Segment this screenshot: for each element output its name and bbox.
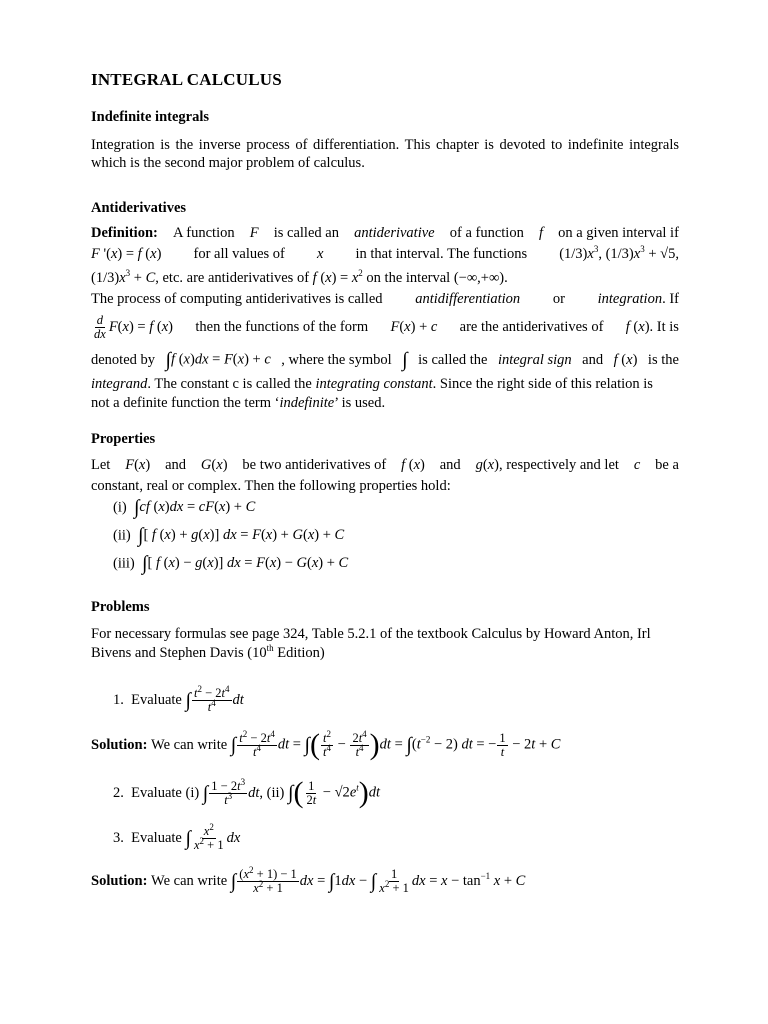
definition-label: Definition: [91,225,158,241]
math-derivative-eq: F '(x) = f (x) [91,246,162,262]
def-text-2b: in that interval. The functions [355,246,528,262]
problem-number: 2. [113,784,124,801]
solution-label: Solution: [91,872,148,889]
math-property-iii: ∫[ f (x) − g(x)] dx = F(x) − G(x) + C [142,553,349,575]
prop-text-c: be two antiderivatives of [242,457,387,473]
def-text-1b: is called an [273,225,339,241]
math-F: F [249,225,259,241]
intro-paragraph: Integration is the inverse process of differentiation. This chapter is devoted to indefinite integrals which is the second major problem of calculus. [91,137,679,171]
denoted-text-b: , where the symbol [281,351,392,368]
problem-number: 3. [113,829,124,846]
prop-text-a: Let [91,457,111,473]
evaluate-label: Evaluate [131,784,182,801]
property-label: (ii) [113,527,131,544]
property-iii [113,554,348,574]
indefinite-term-line [91,395,679,412]
math-fx-2: f (x) [613,351,638,368]
property-ii [113,526,344,546]
heading-indefinite-integrals: Indefinite integrals [91,109,210,125]
denoted-text-e: is the [647,351,679,368]
math-derivative-notation: $\frac{d}{dx}$ F(x) = f (x) [94,312,173,341]
math-property-i: ∫cf (x)dx = cF(x) + C [133,497,256,519]
property-label: (iii) [113,555,135,572]
solution-text: We can write [151,872,228,889]
math-problem-3: ∫ $\frac{x^2}{x^2 + 1}$ dx [185,821,241,852]
integrand-line [91,376,679,393]
math-problem-1: ∫ $\frac{t^2 - 2t^4}{t^4}$ dt [185,683,244,714]
process-or: or [552,291,565,307]
math-x: x [316,246,324,262]
part-label-ii: (ii) [266,784,285,801]
last-line-a: not a definite function the term ‘ [91,395,280,411]
math-fx: f (x) [625,318,650,335]
evaluate-label: Evaluate [131,829,182,846]
const-text-a: . The constant c is called the [147,376,312,392]
problem-3 [113,820,701,856]
math-property-ii: ∫[ f (x) + g(x)] dx = F(x) + G(x) + C [137,525,345,547]
prop-text-d: and [439,457,461,473]
problems-intro-line-2 [91,645,679,662]
math-indefinite-integral: ∫f (x)dx = F(x) + c [165,349,271,371]
math-functions-list: $(1/3)x^3$, $(1/3)x^3 + √5$, [559,244,679,262]
def-text-2a: for all values of [193,246,285,262]
term-integral-sign: integral sign [497,351,572,368]
math-function-3: $(1/3)x^3 + C$, [91,268,159,286]
integral-symbol: ∫ [402,349,408,371]
then-text-a: then the functions of the form [195,318,369,335]
math-fx-eq: f $(x) = x^2$ [312,268,363,286]
term-integrand: integrand [91,376,148,392]
property-label: (i) [113,499,127,516]
term-integrating-constant: integrating constant [315,376,433,392]
property-i [113,498,255,518]
solution-1 [91,726,679,764]
definition-line-2 [91,246,679,263]
const-text-b: . Since the right side of this relation is [432,376,653,392]
term-integration: integration [597,291,663,307]
denoted-line [91,350,679,370]
heading-problems: Problems [91,599,150,615]
math-Fx-plus-c: F(x) + c [390,318,438,335]
last-line-b: ’ is used. [334,395,386,411]
def-text-1d: on a given interval if [558,225,679,241]
intro-text-b: Bivens and Stephen Davis (10 [91,645,267,661]
definition-line-3 [91,270,679,287]
properties-line-2: constant, real or complex. Then the following properties hold: [91,478,451,494]
page-title: INTEGRAL CALCULUS [91,70,282,89]
intro-sup: th [266,643,274,654]
denoted-text-c: is called the [418,351,488,368]
def-text-1a: A function [172,225,235,241]
then-text-b: are the antiderivatives of [459,318,604,335]
term-antiderivative: antiderivative [354,225,435,241]
then-line [91,310,679,344]
solution-3 [91,862,679,900]
process-line [91,291,679,308]
def-text-1c: of a function [449,225,524,241]
solution-label: Solution: [91,736,148,753]
solution-text: We can write [151,736,228,753]
heading-antiderivatives: Antiderivatives [91,200,187,216]
problem-2 [113,774,701,812]
heading-properties: Properties [91,431,156,447]
math-interval: (−∞,+∞). [453,270,508,286]
math-f: f [538,225,543,241]
math-Gx: G(x) [200,457,228,473]
problems-intro-line-1: For necessary formulas see page 324, Table 5.2.1 of the textbook Calculus by Howard Anton, Irl [91,626,651,642]
math-fx-3: f (x) [401,457,425,473]
process-if: . If [662,291,679,307]
denoted-text-a: denoted by [91,351,156,368]
math-Fx: F(x) [125,457,151,473]
prop-text-f: be a [655,457,679,473]
math-solution-1: ∫ $\frac{t^2 - 2t^4}{t^4}$ dt = ∫( $\frac{t^2}{t^4}$ − $\frac{2t^4}{t^4}$ )$dt = \int(t^{-2} - 2)$ dt = − $\frac{1}{t}$ − 2t + C [230,728,561,761]
def-text-3b: on the interval [366,270,451,286]
evaluate-label: Evaluate [131,691,182,708]
problem-number: 1. [113,691,124,708]
problem-1 [113,682,701,718]
then-text-c: . It is [649,318,679,335]
prop-text-b: and [165,457,187,473]
definition-line-1 [91,225,679,242]
intro-text-c: Edition) [273,645,325,661]
part-label-i: (i) [185,784,200,801]
math-problem-2-ii: ∫( $\frac{1}{2t}$ − $√2e^t)dt$ [287,776,381,809]
math-c: c [633,457,641,473]
denoted-text-d: and [582,351,604,368]
math-problem-2-i: ∫ $\frac{1 - 2t^3}{t^3}$ dt, [202,776,263,807]
term-indefinite: indefinite [279,395,335,411]
process-text: The process of computing antiderivatives is called [91,291,383,307]
prop-text-e: , respectively and let [498,457,619,473]
def-text-3a: etc. are antiderivatives of [162,270,310,286]
math-solution-3: ∫ $\frac{(x^2 + 1) - 1}{x^2 + 1}$ dx = ∫1dx − ∫ $\frac{1}{x^2 + 1}$ dx = $x - \tan^{-1} x + C$ [230,864,526,895]
properties-line-1 [91,457,679,474]
math-gx: g(x) [475,457,499,473]
term-antidifferentiation: antidifferentiation [415,291,521,307]
